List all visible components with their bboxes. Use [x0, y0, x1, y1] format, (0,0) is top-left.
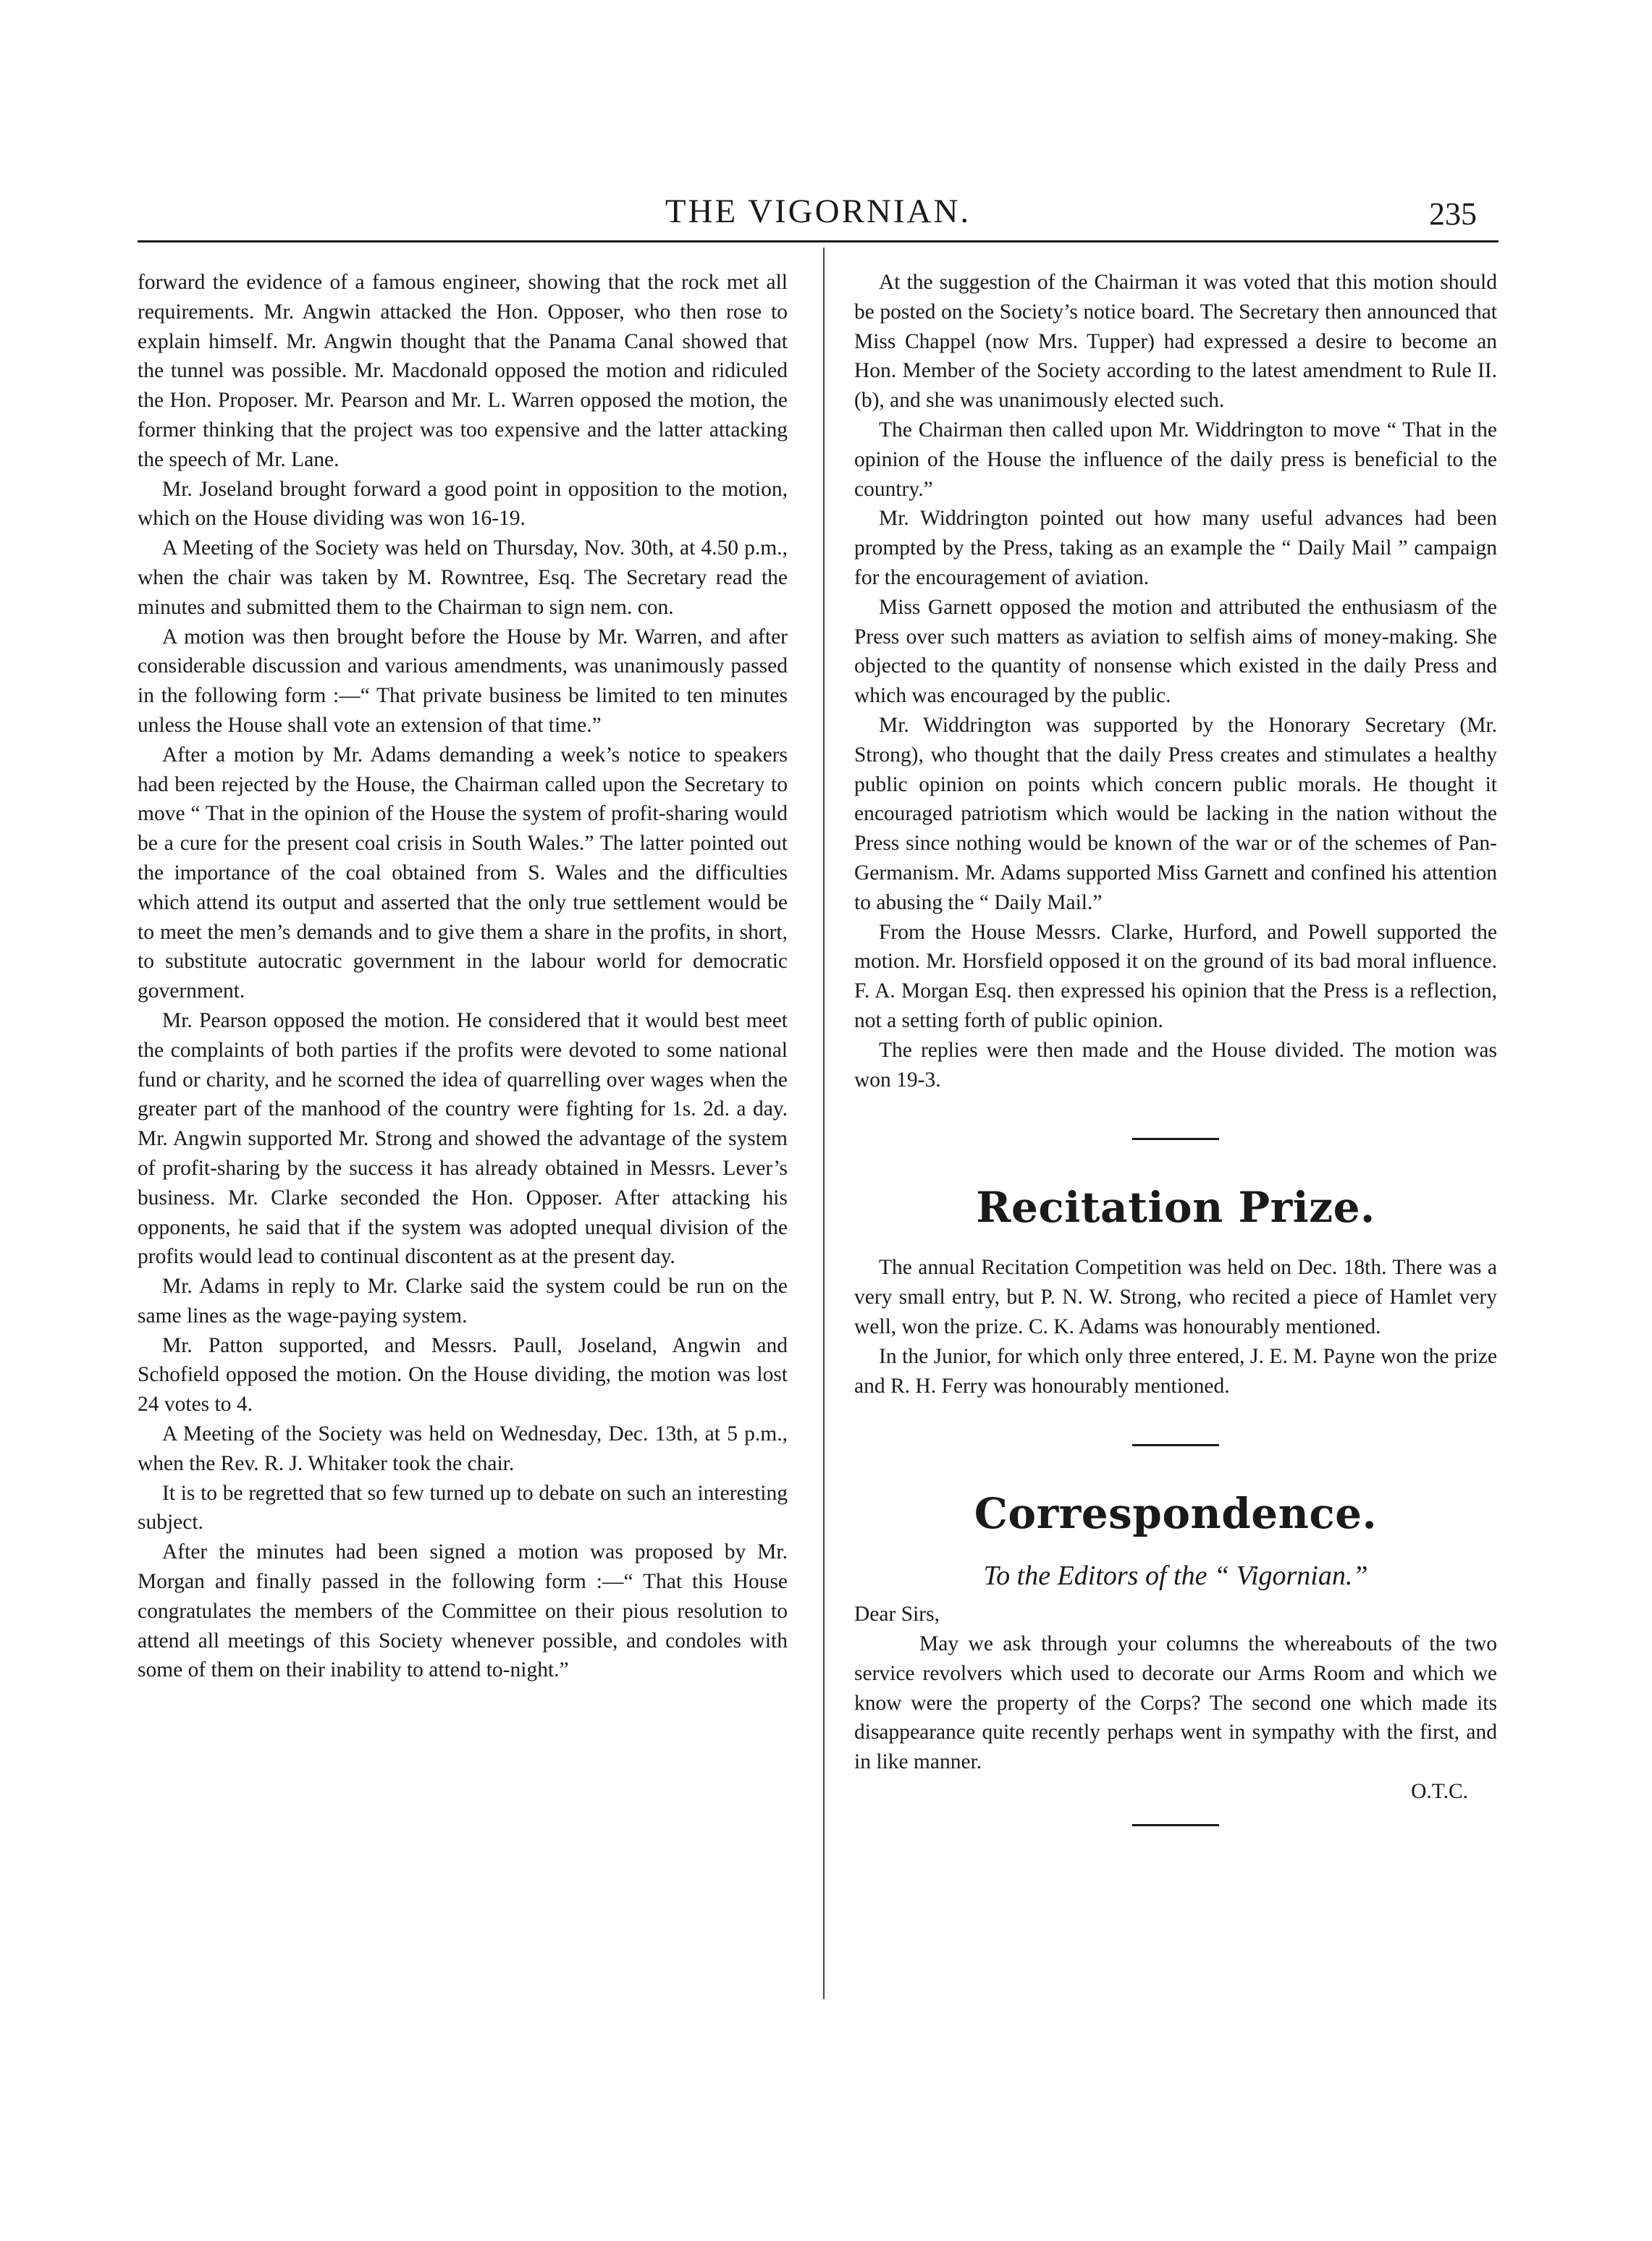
left-column [138, 268, 788, 1685]
paragraph: Mr. Widdrington was supported by the Honorary Secretary (Mr. Strong), who thought that the daily Press creates and stimulates a healthy public opinion on points which concern public morals. He thought it encouraged patriotism which would be lacking in the nation without the Press since nothing would be known of the war or of the schemes of Pan-Germanism. Mr. Adams supported Miss Garnett and confined his attention to abusing the “ Daily Mail.” [854, 713, 1497, 914]
letter-signature: O.T.C. [1411, 1780, 1468, 1804]
page-header [138, 190, 1499, 240]
paragraph: Mr. Pearson opposed the motion. He considered that it would best meet the complaints of both parties if the profits were devoted to some national fund or charity, and he scorned the idea of quarrelling over wages when the greater part of the manhood of the country were fighting for 1s. 2d. a day. Mr. Angwin supported Mr. Strong and showed the advantage of the system of profit-sharing by the success it has already obtained in Messrs. Lever’s business. Mr. Clarke seconded the Hon. Opposer. After attacking his opponents, he said that if the system was adopted unequal division of the profits would lead to continual discontent as at the present day. [138, 1008, 788, 1269]
letter-heading: To the Editors of the “ Vigornian.” [983, 1561, 1368, 1592]
column-divider [823, 248, 825, 1999]
paragraph: forward the evidence of a famous engineer, showing that the rock met all requirements. Mr. Angwin attacked the Hon. Opposer, who then rose to explain himself. Mr. Angwin thought that the Panama Canal showed that the tunnel was possible. Mr. Macdonald opposed the motion and ridiculed the Hon. Proposer. Mr. Pearson and Mr. L. Warren opposed the motion, the former thinking that the project was too expensive and the latter attacking the speech of Mr. Lane. [138, 271, 788, 471]
letter-body: May we ask through your columns the whereabouts of the two service revolvers which used to decorate our Arms Room and which we know were the property of the Corps? The second one which made its disappearance quite recently perhaps went in sympathy with the first, and in like manner. [854, 1632, 1497, 1774]
paragraph: After a motion by Mr. Adams demanding a week’s notice to speakers had been rejected by the House, the Chairman called upon the Secretary to move “ That in the opinion of the House the system of profit-sharing would be a cure for the present coal crisis in South Wales.” The latter pointed out the importance of the coal obtained from S. Wales and the difficulties which attend its output and asserted that the only true settlement would be to meet the men’s demands and to give them a share in the profits, in short, to substitute autocratic government in the labour world for democratic government. [138, 743, 788, 1003]
paragraph: A Meeting of the Society was held on Thursday, Nov. 30th, at 4.50 p.m., when the chair was taken by M. Rowntree, Esq. The Secretary read the minutes and submitted them to the Chairman to sign nem. con. [138, 536, 788, 619]
paragraph: Mr. Adams in reply to Mr. Clarke said the system could be run on the same lines as the wage-paying system. [138, 1275, 788, 1328]
paragraph: Mr. Widdrington pointed out how many useful advances had been prompted by the Press, taking as an example the “ Daily Mail ” campaign for the encouragement of aviation. [854, 507, 1497, 589]
page-number: 235 [1429, 196, 1477, 232]
paragraph: At the suggestion of the Chairman it was voted that this motion should be posted on the Society’s notice board. The Secretary then announced that Miss Chappel (now Mrs. Tupper) had expressed a desire to become an Hon. Member of the Society according to the latest amendment to Rule II. (b), and she was unanimously elected such. [854, 271, 1497, 413]
journal-title: THE VIGORNIAN. [665, 193, 972, 230]
header-rule [138, 240, 1499, 242]
paragraph: From the House Messrs. Clarke, Hurford, and Powell supported the motion. Mr. Horsfield opposed it on the ground of its bad moral influence. F. A. Morgan Esq. then expressed his opinion that the Press is a reflection, not a setting forth of public opinion. [854, 920, 1497, 1032]
paragraph: A Meeting of the Society was held on Wednesday, Dec. 13th, at 5 p.m., when the Rev. R. J. Whitaker took the chair. [138, 1422, 788, 1475]
paragraph: It is to be regretted that so few turned up to debate on such an interesting subject. [138, 1481, 788, 1535]
paragraph: In the Junior, for which only three entered, J. E. M. Payne won the prize and R. H. Ferry was honourably mentioned. [854, 1344, 1497, 1398]
paragraph: A motion was then brought before the House by Mr. Warren, and after considerable discussion and various amendments, was unanimously passed in the following form :—“ That private business be limited to ten minutes unless the House shall vote an extension of that time.” [138, 625, 788, 737]
paragraph: The Chairman then called upon Mr. Widdrington to move “ That in the opinion of the House the influence of the daily press is beneficial to the country.” [854, 418, 1497, 501]
section-separator [1132, 1824, 1219, 1826]
letter-signoff [854, 1777, 1497, 1807]
letter-salutation: Dear Sirs, [854, 1603, 940, 1626]
section-separator [1132, 1444, 1219, 1446]
recitation-heading: Recitation Prize. [976, 1183, 1375, 1233]
paragraph: After the minutes had been signed a motion was proposed by Mr. Morgan and finally passed in the following form :—“ That this House congratulates the members of the Committee on their pious resolution to attend all meetings of this Society whenever possible, and condoles with some of them on their inability to attend to-night.” [138, 1540, 788, 1682]
right-column [854, 268, 1497, 1868]
correspondence-heading: Correspondence. [974, 1489, 1378, 1539]
paragraph: The annual Recitation Competition was held on Dec. 18th. There was a very small entry, but P. N. W. Strong, who recited a piece of Hamlet very well, won the prize. C. K. Adams was honourably mentioned. [854, 1256, 1497, 1338]
paragraph: The replies were then made and the House divided. The motion was won 19-3. [854, 1038, 1497, 1092]
paragraph: Mr. Patton supported, and Messrs. Paull, Joseland, Angwin and Schofield opposed the motion. On the House dividing, the motion was lost 24 votes to 4. [138, 1333, 788, 1417]
paragraph: Miss Garnett opposed the motion and attributed the enthusiasm of the Press over such matters as aviation to selfish aims of money-making. She objected to the quantity of nonsense which existed in the daily Press and which was encouraged by the public. [854, 595, 1497, 708]
section-separator [1132, 1138, 1219, 1140]
paragraph: Mr. Joseland brought forward a good point in opposition to the motion, which on the House dividing was won 16-19. [138, 477, 788, 531]
